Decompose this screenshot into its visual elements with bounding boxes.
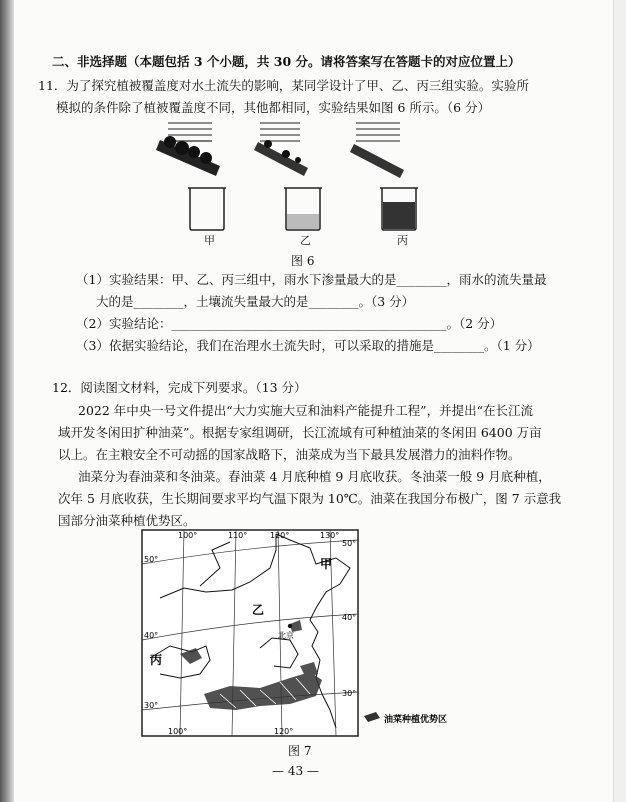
rain-dots-bing — [356, 122, 400, 142]
figure-6-experiment — [150, 118, 430, 246]
q12-para1-line1: 2022 年中央一号文件提出“大力实施大豆和油料产能提升工程”，并提出“在长江流 — [78, 403, 533, 418]
lat-label-left-30: 30° — [144, 701, 159, 710]
region-label-yi: 乙 — [252, 603, 265, 617]
beaker-bing — [380, 188, 418, 230]
beaker-jia — [188, 188, 226, 230]
right-gutter — [613, 0, 626, 802]
q11-sub2: （2）实验结论：____________________________________________。（2 分） — [76, 316, 503, 331]
q11-sub3: （3）依据实验结论，我们在治理水土流失时，可以采取的措施是________。（1 分） — [76, 338, 540, 353]
beaker-label-yi: 乙 — [300, 234, 311, 247]
figure-7-caption: 图 7 — [288, 744, 312, 758]
lon-label-110: 110° — [228, 531, 248, 540]
beaker-yi — [284, 188, 322, 230]
q11-intro-line2: 模拟的条件除了植被覆盖度不同，其他都相同，实验结果如图 6 所示。（6 分） — [56, 100, 491, 115]
region-label-jia: 甲 — [320, 557, 333, 571]
legend-label: 油菜种植优势区 — [384, 715, 448, 725]
page-number: — 43 — — [272, 764, 319, 778]
lat-label-right-40: 40° — [342, 613, 357, 622]
q12-para2-line1: 油菜分为春油菜和冬油菜。春油菜 4 月底种植 9 月底收获。冬油菜一般 9 月底种植， — [78, 469, 551, 484]
beaker-label-jia: 甲 — [204, 234, 215, 247]
bottom-lon-label-100: 100° — [168, 727, 188, 736]
q12-para1-line3: 以上。在主粮安全不可动摇的国家战略下，油菜成为当下最具发展潜力的油料作物。 — [58, 447, 521, 462]
lat-label-right-30: 30° — [342, 689, 357, 698]
beaker-label-bing: 丙 — [397, 234, 408, 247]
q12-intro: 12．阅读图文材料，完成下列要求。（13 分） — [52, 380, 307, 395]
section-heading: 二、非选择题（本题包括 3 个小题，共 30 分。请将答案写在答题卡的对应位置上） — [52, 54, 521, 69]
q11-intro-line1: 11．为了探究植被覆盖度对水土流失的影响，某同学设计了甲、乙、丙三组实验。实验所 — [38, 78, 529, 93]
lat-label-left-40: 40° — [144, 631, 159, 640]
lat-label-right-50: 50° — [342, 539, 357, 548]
slope-bing-bare — [350, 144, 404, 178]
lat-label-left-50: 50° — [144, 555, 159, 564]
lon-label-100: 100° — [178, 531, 198, 540]
q12-para1-line2: 域开发冬闲田扩种油菜”。根据专家组调研，长江流域有可种植油菜的冬闲田 6400 万亩 — [58, 425, 542, 440]
legend-swatch — [364, 712, 380, 722]
region-label-bing: 丙 — [150, 653, 163, 667]
q11-sub1-line2: 大的是________，土壤流失量最大的是________。（3 分） — [96, 294, 415, 309]
beijing-marker — [288, 624, 292, 628]
figure-7-map — [140, 528, 470, 740]
page-edge-shadow — [0, 0, 14, 802]
figure-6-caption: 图 6 — [291, 254, 315, 268]
rain-dots-yi — [260, 122, 300, 142]
lon-label-120: 120° — [270, 531, 290, 540]
map-legend — [364, 712, 447, 725]
q12-para2-line2: 次年 5 月底收获，生长期间要求平均气温下限为 10℃。油菜在我国分布极广，图 7 示意我 — [58, 491, 562, 506]
bottom-lon-label-120: 120° — [274, 727, 294, 736]
city-label-beijing: 北京 — [278, 631, 294, 640]
q12-para2-line3: 国部分油菜种植优势区。 — [58, 513, 196, 528]
slope-yi-sparse-vegetation — [254, 140, 308, 176]
q11-sub1-line1: （1）实验结果：甲、乙、丙三组中，雨水下渗量最大的是________，雨水的流失量最 — [76, 272, 547, 287]
lon-label-130: 130° — [320, 531, 340, 540]
